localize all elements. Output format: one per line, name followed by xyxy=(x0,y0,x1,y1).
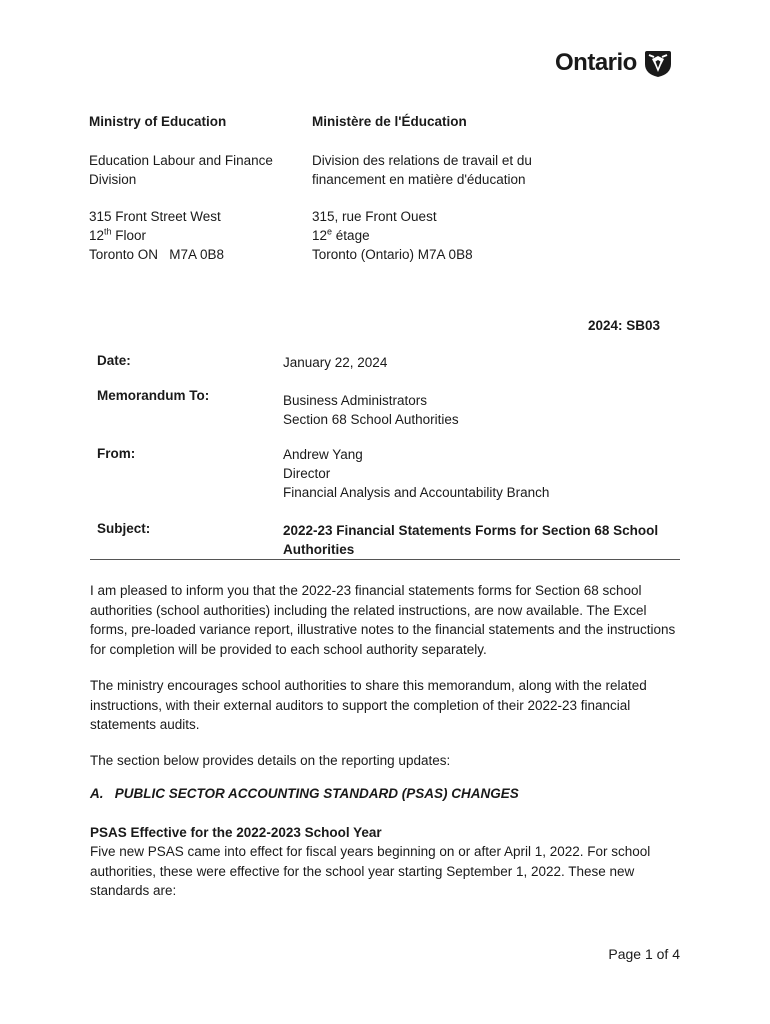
sender-branch: Financial Analysis and Accountability Branch xyxy=(283,485,550,500)
subject-line2: Authorities xyxy=(283,542,355,557)
sender-title: Director xyxy=(283,466,331,481)
ministry-name-en: Ministry of Education xyxy=(89,114,227,129)
floor-suffix-fr: e xyxy=(327,226,333,237)
address-fr-line1: 315, rue Front Ouest xyxy=(312,209,437,224)
division-en-line2: Division xyxy=(89,172,137,187)
body-paragraph-4: Five new PSAS came into effect for fiscal years beginning on or after April 1, 2022. For school authorities, these were effective for the school year starting September 1, 2022. These new standards are: xyxy=(90,844,651,898)
sender-name: Andrew Yang xyxy=(283,447,363,462)
memo-reference: 2024: SB03 xyxy=(587,318,660,333)
ministry-name-fr: Ministère de l'Éducation xyxy=(312,114,467,129)
psas-subheading: PSAS Effective for the 2022-2023 School Year xyxy=(90,825,382,840)
date-label: Date: xyxy=(97,353,131,368)
ontario-trillium-icon xyxy=(643,48,673,78)
address-fr xyxy=(312,207,473,264)
floor-word-fr: étage xyxy=(332,228,370,243)
division-fr-line1: Division des relations de travail et du xyxy=(312,153,532,168)
subject-label: Subject: xyxy=(97,521,151,536)
from-label: From: xyxy=(97,446,136,461)
subject-value xyxy=(283,521,658,559)
floor-number-fr: 12 xyxy=(312,228,328,243)
division-en-line1: Education Labour and Finance xyxy=(89,153,273,168)
section-a-heading: A. PUBLIC SECTOR ACCOUNTING STANDARD (PSAS) CHANGES xyxy=(90,786,519,801)
address-en-line3: Toronto ON M7A 0B8 xyxy=(89,247,225,262)
recipient-line1: Business Administrators xyxy=(283,393,428,408)
address-en xyxy=(89,207,224,264)
address-fr-floor xyxy=(312,226,473,245)
floor-word-en: Floor xyxy=(111,228,147,243)
division-fr-line2: financement en matière d'éducation xyxy=(312,172,526,187)
page-number: Page 1 of 4 xyxy=(608,946,680,962)
date-value: January 22, 2024 xyxy=(283,355,388,370)
address-en-floor xyxy=(89,226,224,245)
body-paragraph-2: The ministry encourages school authorities to share this memorandum, along with the related instructions, with their external auditors to support the completion of their 2022-23 financial statements audits. xyxy=(90,678,647,732)
memorandum-to-value xyxy=(283,391,459,429)
logo-text: Ontario xyxy=(555,49,637,76)
division-fr xyxy=(312,151,532,189)
memorandum-to-label: Memorandum To: xyxy=(97,388,210,403)
from-value xyxy=(283,445,549,502)
subject-line1: 2022-23 Financial Statements Forms for Section 68 School xyxy=(283,523,659,538)
floor-suffix-en: th xyxy=(104,226,112,237)
body-paragraph-3: The section below provides details on the reporting updates: xyxy=(90,753,451,768)
address-fr-line3: Toronto (Ontario) M7A 0B8 xyxy=(312,247,473,262)
address-en-line1: 315 Front Street West xyxy=(89,209,221,224)
header-divider xyxy=(90,559,680,560)
division-en xyxy=(89,151,273,189)
recipient-line2: Section 68 School Authorities xyxy=(283,412,459,427)
ontario-logo xyxy=(555,48,673,78)
body-paragraph-1: I am pleased to inform you that the 2022-23 financial statements forms for Section 68 school authorities (school authorities) including the related instructions, are now available. The Excel forms, pre-loaded variance report, illustrative notes to the financial statements and the instructions for completion will be provided to each school authority separately. xyxy=(90,583,676,657)
floor-number-en: 12 xyxy=(89,228,105,243)
